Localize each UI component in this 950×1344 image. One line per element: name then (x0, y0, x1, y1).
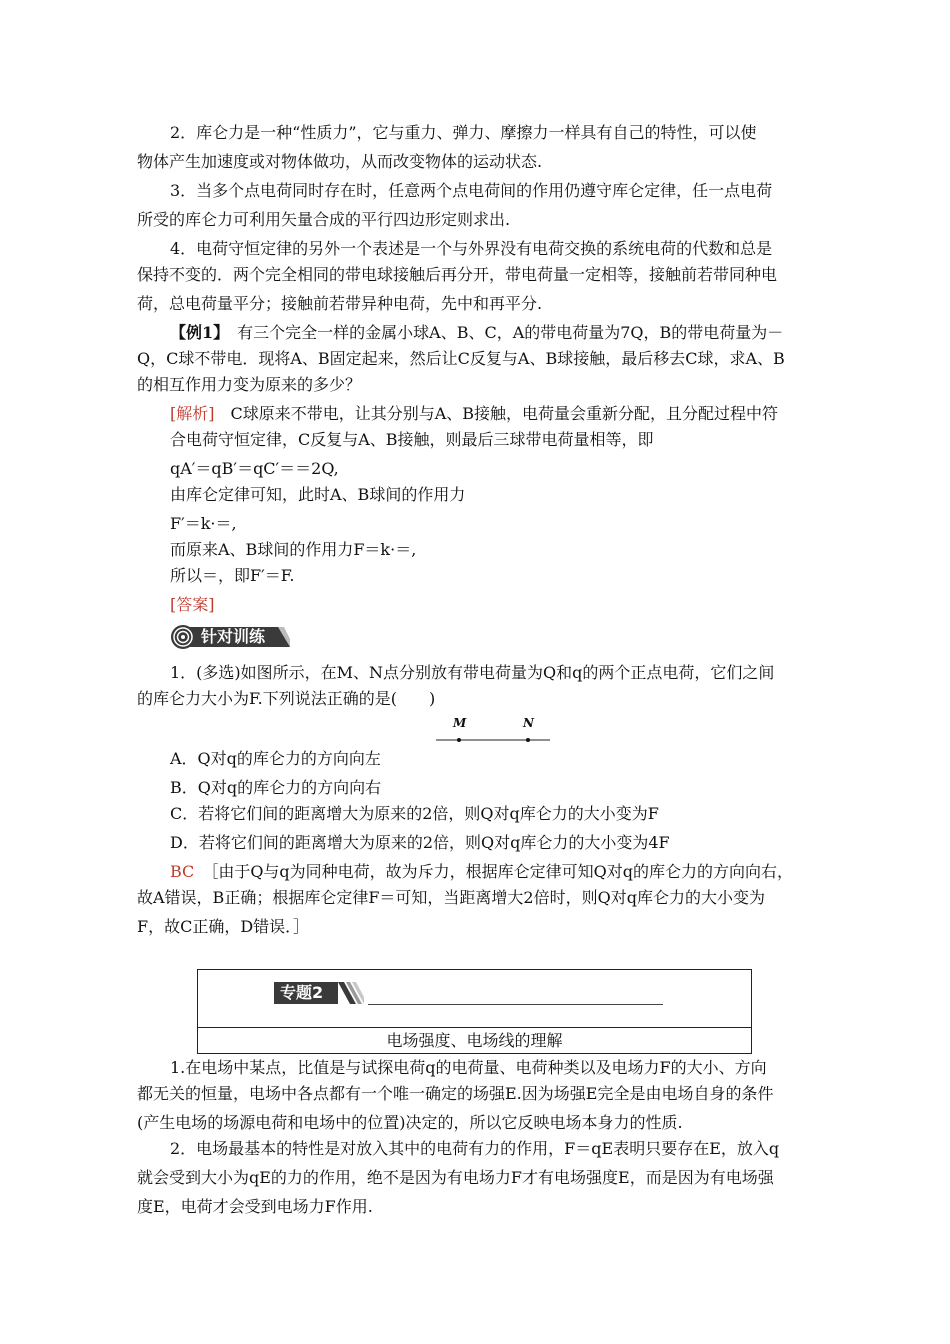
para-4-line-3: 荷，总电荷量平分；接触前若带异种电荷，先中和再平分. (137, 294, 543, 313)
explanation-text: ［由于Q与q为同种电荷，故为斥力，根据库仑定律可知Q对q的库仑力的方向向右， (210, 862, 794, 881)
option-a: A．Q对q的库仑力的方向向左 (170, 749, 381, 768)
solution-line-4: 由库仑定律可知，此时A、B球间的作用力 (170, 485, 466, 504)
answer-value: BC (170, 862, 195, 881)
topic-2-box (197, 969, 752, 1054)
para-3-line-2: 所受的库仑力可利用矢量合成的平行四边形定则求出. (137, 210, 511, 229)
topic-2-tag-label: 专题2 (280, 983, 324, 1002)
example-1-line-2: Q，C球不带电．现将A、B固定起来，然后让C反复与A、B球接触，最后移去C球，求A、B (137, 349, 785, 368)
topic-2-tag (274, 982, 364, 1004)
para-4-line-1: 4．电荷守恒定律的另外一个表述是一个与外界没有电荷交换的系统电荷的代数和总是 (170, 239, 773, 258)
topic-2-para-1-line-2: 都无关的恒量，电场中各点都有一个唯一确定的场强E.因为场强E完全是由电场自身的条件 (137, 1084, 774, 1103)
charge-line (436, 716, 550, 746)
solution-line-1 (170, 403, 778, 425)
point-m-label: M (453, 716, 467, 730)
point-n-dot (526, 738, 530, 742)
question-1-line-1: 1．(多选)如图所示，在M、N点分别放有带电荷量为Q和q的两个正点电荷，它们之间 (170, 663, 775, 682)
solution-tag: [解析] (170, 404, 215, 423)
question-1-line-2: 的库仑力大小为F.下列说法正确的是( ) (137, 689, 436, 708)
example-1-line-3: 的相互作用力变为原来的多少？ (137, 375, 362, 394)
example-1-text: 有三个完全一样的金属小球A、B、C，A的带电荷量为7Q，B的带电荷量为－ (221, 323, 784, 342)
topic-2-para-1-line-3: (产生电场的场源电荷和电场中的位置)决定的，所以它反映电场本身力的性质. (137, 1113, 683, 1132)
para-2-line-2: 物体产生加速度或对物体做功，从而改变物体的运动状态. (137, 152, 543, 171)
explanation-line-2: 故A错误，B正确；根据库仑定律F＝可知，当距离增大2倍时，则Q对q库仑力的大小变为 (137, 888, 765, 907)
para-2-line-1: 2．库仑力是一种“性质力”，它与重力、弹力、摩擦力一样具有自己的特性，可以使 (170, 123, 757, 142)
explanation-line-3: F，故C正确，D错误．］ (137, 917, 310, 936)
solution-text: C球原来不带电，让其分别与A、B接触，电荷量会重新分配，且分配过程中符 (214, 404, 779, 423)
training-badge-label: 针对训练 (201, 627, 266, 646)
topic-2-title: 电场强度、电场线的理解 (386, 1031, 563, 1050)
para-4-line-2: 保持不变的．两个完全相同的带电球接触后再分开，带电荷量一定相等，接触前若带同种电 (137, 265, 778, 284)
charge-figure (436, 716, 550, 746)
solution-line-5: F′＝k·＝, (170, 514, 237, 533)
solution-line-2: 合电荷守恒定律，C反复与A、B接触，则最后三球带电荷量相等，即 (170, 430, 654, 449)
option-d: D．若将它们间的距离增大为原来的2倍，则Q对q库仑力的大小变为4F (170, 833, 670, 852)
topic-2-para-2-line-3: 度E，电荷才会受到电场力F作用. (137, 1197, 373, 1216)
topic-2-rule (368, 1004, 663, 1005)
option-b: B．Q对q的库仑力的方向向右 (170, 778, 382, 797)
solution-line-3: qA′＝qB′＝qC′＝＝2Q, (170, 459, 339, 478)
example-1-line-1 (170, 322, 783, 344)
solution-line-7: 所以＝，即F′＝F. (170, 566, 295, 585)
training-badge (170, 624, 290, 650)
point-n-label: N (523, 716, 534, 730)
topic-2-para-2-line-1: 2．电场最基本的特性是对放入其中的电荷有力的作用，F＝qE表明只要存在E，放入q (170, 1139, 780, 1158)
point-m-dot (457, 738, 461, 742)
example-1-tag: 【例1】 (170, 323, 222, 342)
explanation-line-1 (170, 861, 793, 883)
topic-2-para-1-line-1: 1.在电场中某点，比值是与试探电荷q的电荷量、电荷种类以及电场力F的大小、方向 (170, 1058, 767, 1077)
answer-tag: [答案] (170, 595, 215, 614)
para-3-line-1: 3．当多个点电荷同时存在时，任意两个点电荷间的作用仍遵守库仑定律，任一点电荷 (170, 181, 773, 200)
topic-2-divider (198, 1027, 751, 1028)
option-c: C．若将它们间的距离增大为原来的2倍，则Q对q库仑力的大小变为F (170, 804, 659, 823)
solution-line-6: 而原来A、B球间的作用力F＝k·＝, (170, 540, 417, 559)
topic-2-para-2-line-2: 就会受到大小为qE的力的作用，绝不是因为有电场力F才有电场强度E，而是因为有电场强 (137, 1168, 774, 1187)
